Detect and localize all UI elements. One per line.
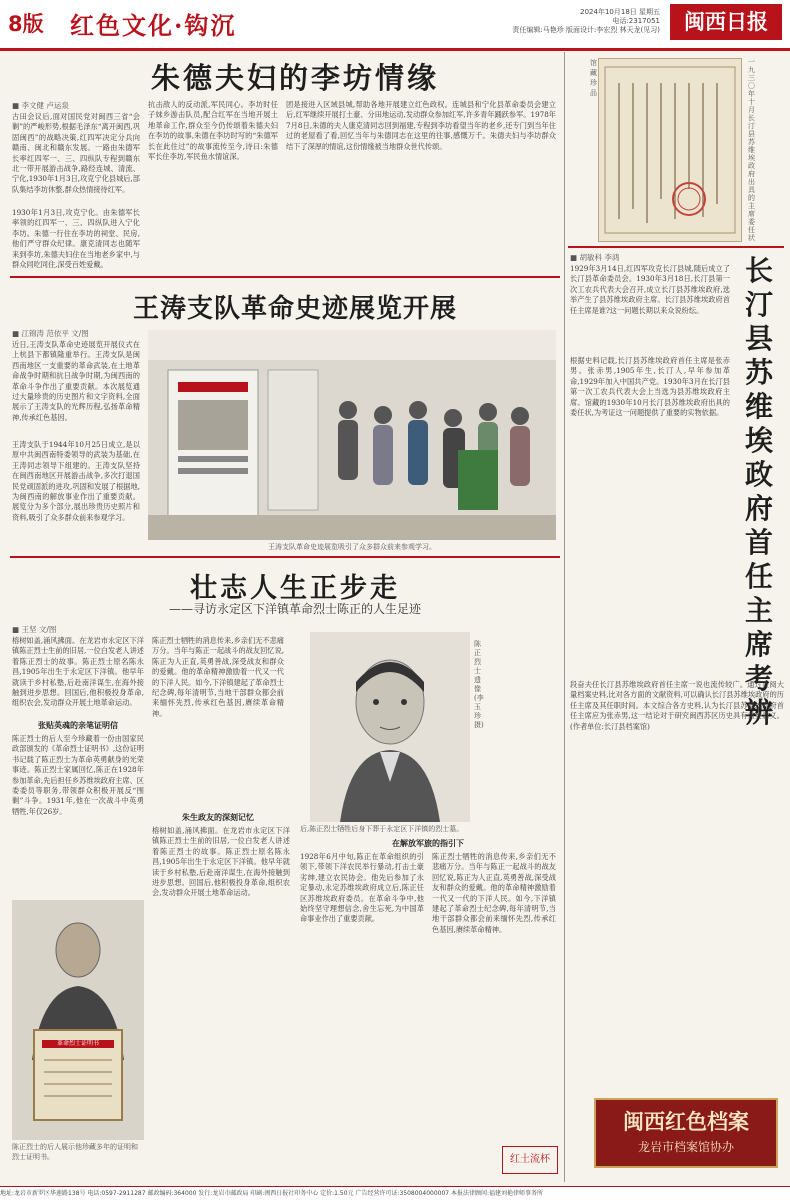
article3-title: 壮志人生正步走: [190, 573, 400, 604]
portrait-image: [310, 632, 470, 822]
page-header: [0, 0, 790, 51]
decorative-stamp: 红土流杯: [502, 1146, 558, 1174]
article3-col1: 榕树如盖,涌风拂面。在龙岩市永定区下洋镇陈正烈士生前的旧居,一位白发老人讲述着陈正烈士的故事。陈正烈士原名陈永昌,1905年出生于永定区下洋镇。他早年就读于乡村私塾,后赴南洋谋生,在海外接触到进步思想。回国后,他积极投身革命,组织农会,发动群众开展土地革命运动。: [12, 636, 144, 708]
portrait-caption: 陈正烈士遗像(李玉珍摄): [474, 640, 484, 729]
divider: [10, 276, 560, 278]
descendant-photo-caption: 陈正烈士的后人展示他珍藏多年的证明和烈士证明书。: [12, 1143, 138, 1161]
article2-col2: 王涛支队于1944年10月25日成立,是以原中共闽西南特委领导的武装为基础,在王涛同志领导下组建的。王涛支队坚持在闽西南地区开展游击战争,多次打退国民党顽固派的进攻,巩固和发展了根据地,为闽西南的解放事业作出了重要贡献。展览分为多个部分,展出珍贵历史照片和资料,吸引了众多群众前来参观学习。: [12, 440, 140, 522]
article3-col2: 陈正烈士的后人至今珍藏着一份由国家民政部颁发的《革命烈士证明书》,这份证明书记载了陈正烈士为革命英勇献身的光荣事迹。陈正烈士家属回忆,陈正在1928年参加革命,先后担任乡苏维埃政府主席、区委委员等职务,带领群众积极开展反“围剿”斗争。1931年,他在一次战斗中英勇牺牲,年仅26岁。: [12, 734, 144, 816]
article4-byline: ■ 胡敏科 李鸿: [570, 253, 620, 262]
article1-col2: 1930年1月3日,攻克宁化。由朱德军长率领的红四军一、三、四纵队进入宁化李坊。朱德一行住在李坊的祠堂、民房,他们严守群众纪律。康克清同志也随军来到李坊,朱德夫妇住在当地老乡家中,与群众同吃同住,深受百姓爱戴。: [12, 208, 140, 270]
article1-col3: 抗击敌人的反动派,军民同心。李坊时任子妹乡游击队员,配合红军在当地开展土地革命工作,群众至今仍传颂着朱德夫妇在李坊的故事,朱德在李坊时写的“朱德军长在此住过”的故事流传至今,诗曰:朱德军长住李坊,军民鱼水情谊深。: [148, 100, 278, 162]
article4-col1: 1929年3月14日,红四军攻克长汀县城,随后成立了长汀县革命委员会。1930年3月18日,长汀县第一次工农兵代表大会召开,成立长汀县苏维埃政府,选举产生了县苏维埃政府主席。长汀县苏维埃政府首任主席是谁?这一问题长期以来众说纷纭。: [570, 264, 730, 315]
article1-col4: 团是接进入区域县城,帮助各地开展建立红色政权。连城县和宁化县革命委员会建立后,红军继续开展打土豪、分田地运动,发动群众参加红军,许多青年踊跃参军。1978年7月8日,朱德的夫人康克清同志回到福建,专程到李坊看望当年的老乡,还专门到当年住过的老屋看了看,回忆当年与朱德同志在这里的往事,感慨万千。朱德夫妇与李坊群众结下了深厚的情谊,这份情缘被当地群众世代传颂。: [286, 100, 556, 151]
article2-byline: ■ 江锦涛 范依平 文/图: [12, 329, 89, 338]
appointment-document-icon: [599, 59, 741, 241]
section-title: 红色文化·钩沉: [70, 11, 237, 40]
descendant-with-certificate-image: [12, 900, 144, 1140]
article3-col3: 陈正烈士牺牲的消息传来,乡亲们无不悲痛万分。当年与陈正一起战斗的战友回忆说,陈正为人正直,英勇善战,深受战友和群众的爱戴。他的革命精神激励着一代又一代的下洋人民。如今,下洋镇建起了革命烈士纪念碑,每年清明节,当地干部群众都会前来缅怀先烈,传承红色基因,赓续革命精神。: [152, 636, 284, 718]
article2-photo-caption: 王涛支队革命史迹展览吸引了众多群众前来参观学习。: [268, 543, 436, 551]
article3-subtitle: ——寻访永定区下洋镇革命烈士陈正的人生足迹: [168, 602, 421, 616]
article2-title: 王涛支队革命史迹展览开展: [132, 294, 457, 324]
article1-byline: ■ 李文健 卢运泉: [12, 101, 69, 110]
archive-banner: [594, 1098, 778, 1168]
divider: [10, 556, 560, 558]
archive-banner-subtitle: 龙岩市档案馆协办: [637, 1140, 734, 1154]
archive-document-image: [598, 58, 742, 242]
article3-col3b: 榕树如盖,涌风拂面。在龙岩市永定区下洋镇陈正烈士生前的旧居,一位白发老人讲述着陈正烈士的故事。陈正烈士原名陈永昌,1905年出生于永定区下洋镇。他早年就读于乡村私塾,后赴南洋谋生,在海外接触到进步思想。回国后,他积极投身革命,组织农会,发动群众开展土地革命运动。: [152, 826, 290, 898]
article3-byline: ■ 王坚 文/图: [12, 625, 57, 634]
certificate-title: 革命烈士证明书: [56, 1040, 99, 1047]
contact-phone: 电话:2317051: [612, 17, 660, 25]
exhibition-photo: [148, 330, 556, 540]
column-divider: [564, 52, 565, 1182]
article3-section-heading-1: 张贴英魂的亲笔证明信: [38, 720, 118, 730]
article3-col4b: 陈正烈士牺牲的消息传来,乡亲们无不悲痛万分。当年与陈正一起战斗的战友回忆说,陈正为人正直,英勇善战,深受战友和群众的爱戴。他的革命精神激励着一代又一代的下洋人民。如今,下洋镇建起了革命烈士纪念碑,每年清明节,当地干部群众都会前来缅怀先烈,传承红色基因,赓续革命精神。: [432, 852, 556, 934]
page-number: 8版: [8, 12, 44, 36]
archive-label: 馆藏珍品: [590, 59, 597, 97]
editors-line: 责任编辑:马艳珍 版面设计:李宏烈 林天龙(见习): [512, 26, 660, 34]
exhibition-visitors-image: [148, 330, 556, 540]
article4-col2: 根据史料记载,长汀县苏维埃政府首任主席是张赤男。张赤男,1905年生,长汀人,早年参加革命,1929年加入中国共产党。1930年3月在长汀县第一次工农兵代表大会上当选为县苏维埃政府主席。馆藏的1930年10月长汀县苏维埃政府出具的委任状,为考证这一问题提供了重要的实物依据。: [570, 356, 730, 418]
article4-col3: 段奋夫任长汀县苏维埃政府首任主席一说也流传较广。通过查阅大量档案史料,比对各方面的文献资料,可以确认长汀县苏维埃政府的历任主席及其任职时间。本文综合各方史料,认为长汀县苏维埃政府首任主席应为张赤男,这一结论对于研究闽西苏区历史具有重要意义。(作者单位:长汀县档案馆): [570, 680, 784, 731]
article3-col4: 1928年6月中旬,陈正在革命组织的引领下,带领下洋农民举行暴动,打击土豪劣绅,建立农民协会。他先后参加了永定暴动,永定苏维埃政府成立后,陈正任区苏维埃政府委员。在革命斗争中,他始终坚守理想信念,舍生忘死,为中国革命事业作出了重要贡献。: [300, 852, 424, 924]
header-info: [470, 8, 660, 35]
article3-section-heading-3: 在解放军旅的指引下: [392, 838, 464, 848]
article4-title: 长汀县苏维埃政府首任主席考辨: [744, 254, 773, 729]
issue-date: 2024年10月18日 星期五: [580, 8, 660, 16]
divider: [568, 246, 784, 248]
archive-vertical-caption: 一九三〇年十月长汀县苏维埃政府出具的主席委任状: [748, 58, 755, 242]
archive-banner-title: 闽西红色档案: [623, 1109, 749, 1134]
article2-col1: 近日,王涛支队革命史迹展览开展仪式在上杭县下都镇隆重举行。王涛支队是闽西南地区一支重要的革命武装,在土地革命战争时期和抗日战争时期,为闽西南的革命斗争作出了重要贡献。本次展览通过大量珍贵的历史图片和文字资料,全面展示了王涛支队的光辉历程,弘扬革命精神,传承红色基因。: [12, 340, 140, 422]
article1-title: 朱德夫妇的李坊情缘: [150, 61, 439, 95]
page-footer: 地址:龙岩市新罗区华莲路138号 电话:0597-2911287 邮政编码:364000 发行:龙岩市邮政局 印刷:闽西日报社印务中心 定价:1.50元 广告经营许可证:3508004000007 本报法律顾问:福建刘艳律师事务所: [0, 1186, 790, 1201]
descendant-photo: [12, 900, 144, 1140]
newspaper-logo: 闽西日报: [670, 4, 782, 40]
article1-col1: 古田会议后,面对国民党对闽西三省“会剿”的严峻形势,根据毛泽东“离开闽西,巩固闽西”的战略决策,红四军决定分兵向赣南、闽北和赣东发展。一路由朱德军长率红四军一、三、四纵队专程到赣东北一带开展游击战争,路经连城、清流、宁化,1930年1月3日,攻克宁化县城后,部队集结李坊休整,群众热情接待红军。: [12, 112, 140, 194]
martyr-portrait-photo: [310, 632, 470, 822]
portrait-follow-caption: 后,陈正烈士牺牲后身下葬于永定区下洋镇的烈士墓。: [300, 825, 464, 833]
article3-section-heading-2: 朱生政友的深刻记忆: [182, 812, 254, 822]
